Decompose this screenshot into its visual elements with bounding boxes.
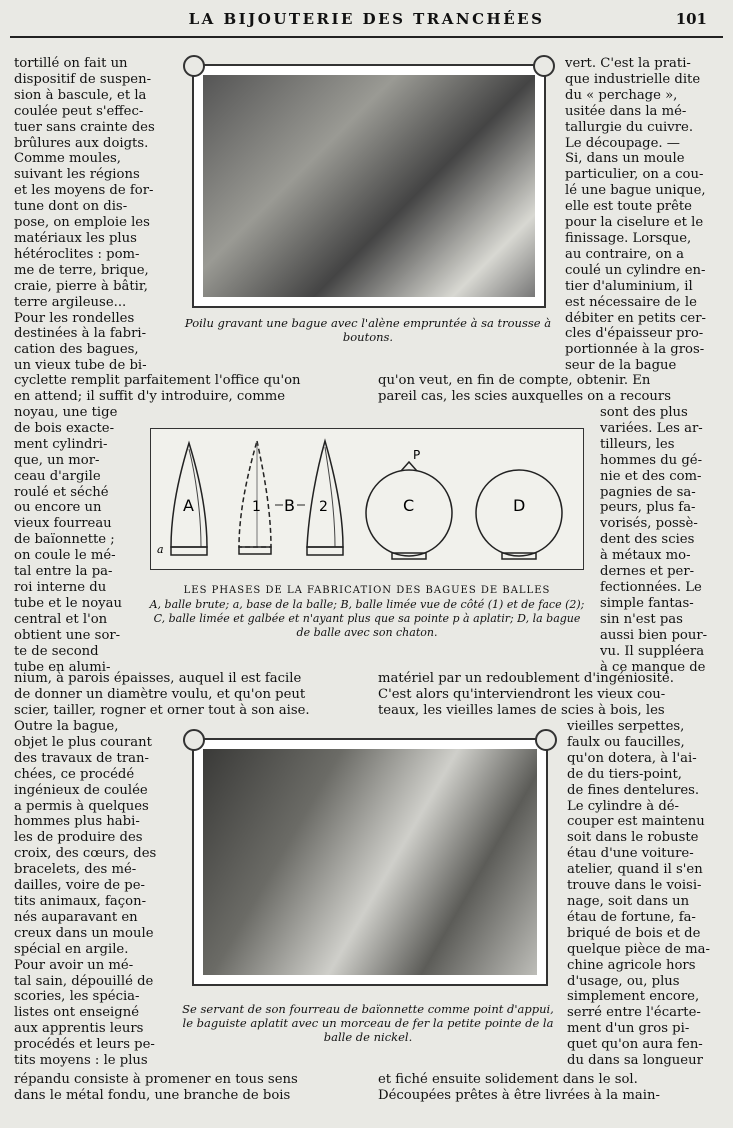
text-line: teaux, les vieilles lames de scies à bois, les — [378, 702, 665, 718]
text-line: briqué de bois et de — [567, 925, 701, 941]
text-column-mid-right — [600, 405, 721, 675]
text-line: ment d'un gros pi- — [567, 1021, 690, 1037]
text-line: étau d'une voiture- — [567, 846, 694, 862]
text-line: scories, les spécia- — [14, 989, 140, 1005]
text-line: tortillé on fait un — [14, 56, 128, 71]
diagram-title: LES PHASES DE LA FABRICATION DES BAGUES DE BALLES — [183, 585, 551, 596]
text-line: te de second — [14, 643, 99, 659]
text-line: nium, à parois épaisses, auquel il est facile — [14, 671, 302, 686]
diagram-drawing — [151, 429, 583, 569]
text-line: particulier, on a cou- — [565, 167, 704, 183]
text-line: Outre la bague, — [14, 719, 119, 734]
text-column-mid-left — [14, 405, 132, 675]
text-line: roi interne du — [14, 579, 107, 595]
text-line: nie et des com- — [600, 468, 702, 484]
diagram-label-C: C — [403, 496, 415, 515]
text-line: ment cylindri- — [14, 436, 108, 452]
text-line: Pour les rondelles — [14, 310, 135, 326]
text-line: cyclette remplit parfaitement l'office qu'on — [14, 373, 301, 388]
text-line: coulé un cylindre en- — [565, 262, 706, 278]
diagram-label-D: D — [513, 496, 526, 515]
text-line: me de terre, brique, — [14, 262, 149, 278]
text-foot-left — [14, 1072, 366, 1104]
text-line: à ce manque de — [600, 659, 706, 675]
text-line: variées. Les ar- — [600, 420, 703, 436]
text-line: tits animaux, façon- — [14, 893, 147, 909]
text-line: usitée dans la mé- — [565, 103, 687, 119]
text-line: au contraire, on a — [565, 246, 685, 262]
text-line: quelque pièce de ma- — [567, 941, 710, 957]
text-line: creux dans un moule — [14, 925, 154, 941]
text-line: chine agricole hors — [567, 957, 696, 973]
text-line: tuer sans crainte des — [14, 119, 155, 135]
photo-caption-1: Poilu gravant une bague avec l'alène empruntée à sa trousse à boutons. — [184, 316, 552, 344]
text-line: peurs, plus fa- — [600, 500, 696, 516]
text-line: répandu consiste à promener en tous sens — [14, 1072, 298, 1087]
text-line: tube en alumi- — [14, 659, 111, 675]
text-line: de fines dentelures. — [567, 782, 700, 798]
text-line: que, un mor- — [14, 452, 100, 468]
text-line: trouve dans le voisi- — [567, 878, 702, 894]
text-line: tallurgie du cuivre. — [565, 119, 694, 135]
text-line: pose, on emploie les — [14, 215, 150, 231]
text-line: Le cylindre à dé- — [567, 798, 680, 814]
text-line: cation des bagues, — [14, 342, 139, 358]
text-line: Pour avoir un mé- — [14, 957, 134, 973]
text-line: Si, dans un moule — [565, 151, 685, 167]
text-column-bottom-left — [14, 719, 169, 1069]
text-line: aussi bien pour- — [600, 627, 708, 643]
text-line: soit dans le robuste — [567, 830, 699, 846]
text-line: qu'on veut, en fin de compte, obtenir. En — [378, 373, 651, 388]
text-line: nés auparavant en — [14, 909, 138, 925]
text-line: destinées à la fabri- — [14, 326, 147, 342]
text-line: en attend; il suffit d'y introduire, comme — [14, 388, 286, 404]
page-number: 101 — [675, 10, 707, 28]
text-line: vu. Il suppléera — [600, 643, 705, 659]
text-column-top-right — [565, 56, 721, 374]
text-line: serré entre l'écarte- — [567, 1005, 701, 1021]
text-line: tier d'aluminium, il — [565, 278, 693, 294]
text-line: tune dont on dis- — [14, 199, 128, 215]
text-line: bracelets, des mé- — [14, 862, 137, 878]
photo-caption-2: Se servant de son fourreau de baïonnette comme point d'appui, le baguiste aplatit avec un morceau de fer la petite pointe de la balle de nickel. — [182, 1002, 554, 1044]
text-line: vieilles serpettes, — [567, 719, 685, 734]
running-title: LA BIJOUTERIE DES TRANCHÉES — [188, 10, 545, 28]
text-line: un vieux tube de bi- — [14, 358, 147, 374]
text-line: seur de la bague — [565, 358, 677, 374]
diagram-label-a: a — [157, 543, 164, 556]
text-line: tal entre la pa- — [14, 564, 113, 580]
text-line: procédés et leurs pe- — [14, 1037, 155, 1053]
text-line: nage, soit dans un — [567, 893, 690, 909]
text-line: ingénieux de coulée — [14, 782, 148, 798]
text-mid-left-full — [14, 373, 366, 405]
text-line: de donner un diamètre voulu, et qu'on peut — [14, 686, 306, 702]
diagram-caption — [148, 584, 586, 640]
text-line: matériaux les plus — [14, 230, 137, 246]
text-line: vert. C'est la prati- — [565, 56, 691, 71]
text-line: tal sain, dépouillé de — [14, 973, 154, 989]
text-lower-left-full — [14, 671, 366, 719]
text-line: spécial en argile. — [14, 941, 129, 957]
text-line: suivant les régions — [14, 167, 140, 183]
text-line: ceau d'argile — [14, 468, 101, 484]
text-line: pagnies de sa- — [600, 484, 696, 500]
text-line: d'usage, ou, plus — [567, 973, 680, 989]
text-line: vorisés, possè- — [600, 516, 698, 532]
text-line: simplement encore, — [567, 989, 700, 1005]
text-line: dispositif de suspen- — [14, 71, 152, 87]
text-line: finissage. Lorsque, — [565, 230, 692, 246]
text-line: de baïonnette ; — [14, 532, 115, 548]
text-line: dent des scies — [600, 532, 695, 548]
text-line: tits moyens : le plus — [14, 1053, 148, 1069]
text-line: C'est alors qu'interviendront les vieux cou- — [378, 686, 666, 702]
text-line: brûlures aux doigts. — [14, 135, 149, 151]
text-lower-right-full — [378, 671, 721, 719]
text-line: sion à bascule, et la — [14, 87, 147, 103]
text-column-top-left — [14, 56, 164, 374]
photo-soldier-engraving-ring — [203, 75, 535, 297]
text-line: atelier, quand il s'en — [567, 862, 703, 878]
diagram-label-1: 1 — [252, 499, 261, 515]
text-line: chées, ce procédé — [14, 766, 135, 782]
text-line: de bois exacte- — [14, 420, 115, 436]
text-line: elle est toute prête — [565, 199, 692, 215]
text-line: noyau, une tige — [14, 405, 118, 420]
text-line: central et l'on — [14, 611, 108, 627]
text-line: faulx ou faucilles, — [567, 734, 685, 750]
text-line: débiter en petits cer- — [565, 310, 706, 326]
photo-soldier-flattening-bullet — [203, 749, 537, 975]
diagram-label-A: A — [183, 496, 194, 515]
text-line: fectionnées. Le — [600, 579, 702, 595]
diagram-label-2: 2 — [319, 499, 328, 515]
text-line: cles d'épaisseur pro- — [565, 326, 704, 342]
text-line: tube et le noyau — [14, 595, 122, 611]
text-line: roulé et séché — [14, 484, 109, 500]
text-line: scier, tailler, rogner et orner tout à son aise. — [14, 702, 310, 718]
text-line: pour la ciselure et le — [565, 215, 704, 231]
text-line: est nécessaire de le — [565, 294, 697, 310]
text-line: les de produire des — [14, 830, 143, 846]
text-line: terre argileuse... — [14, 294, 127, 310]
text-line: du « perchage », — [565, 87, 678, 103]
text-line: Comme moules, — [14, 151, 121, 167]
text-line: objet le plus courant — [14, 734, 152, 750]
diagram-label-B: B — [284, 496, 295, 515]
photo-frame-2 — [192, 738, 548, 986]
text-line: couper est maintenu — [567, 814, 705, 830]
text-line: croix, des cœurs, des — [14, 846, 157, 862]
text-line: dernes et per- — [600, 564, 695, 580]
text-line: que industrielle dite — [565, 71, 701, 87]
text-line: Découpées prêtes à être livrées à la main- — [378, 1087, 660, 1103]
text-line: pareil cas, les scies auxquelles on a recours — [378, 388, 671, 404]
text-line: a permis à quelques — [14, 798, 149, 814]
text-line: des travaux de tran- — [14, 750, 149, 766]
text-line: ou encore un — [14, 500, 102, 516]
text-line: lé une bague unique, — [565, 183, 706, 199]
text-line: sin n'est pas — [600, 611, 683, 627]
text-line: hétéroclites : pom- — [14, 246, 140, 262]
text-line: sont des plus — [600, 405, 688, 420]
text-line: aux apprentis leurs — [14, 1021, 144, 1037]
text-line: quet qu'on aura fen- — [567, 1037, 703, 1053]
text-line: étau de fortune, fa- — [567, 909, 696, 925]
photo-frame-1 — [192, 64, 546, 308]
text-line: hommes plus habi- — [14, 814, 140, 830]
text-line: listes ont enseigné — [14, 1005, 140, 1021]
text-line: de du tiers-point, — [567, 766, 682, 782]
text-line: du dans sa longueur — [567, 1053, 703, 1069]
diagram-legend: A, balle brute; a, base de la balle; B, balle limée vue de côté (1) et de face (2); C, balle limée et galbée et n'ayant plus que sa pointe p à aplatir; D, la bague de balle avec son chaton. — [149, 598, 585, 639]
text-line: vieux fourreau — [14, 516, 112, 532]
text-line: coulée peut s'effec- — [14, 103, 144, 119]
text-line: simple fantas- — [600, 595, 694, 611]
text-line: craie, pierre à bâtir, — [14, 278, 148, 294]
text-line: Le découpage. — — [565, 135, 680, 151]
text-mid-right-full — [378, 373, 721, 405]
text-line: dailles, voire de pe- — [14, 878, 145, 894]
text-line: obtient une sor- — [14, 627, 121, 643]
text-line: à métaux mo- — [600, 548, 691, 564]
text-column-bottom-right — [567, 719, 721, 1069]
bullet-ring-diagram — [150, 428, 584, 570]
diagram-label-P: P — [413, 448, 421, 462]
text-line: et les moyens de for- — [14, 183, 154, 199]
header-rule — [10, 36, 723, 38]
text-line: on coule le mé- — [14, 548, 116, 564]
text-line: tilleurs, les — [600, 436, 675, 452]
text-foot-right — [378, 1072, 721, 1104]
text-line: dans le métal fondu, une branche de bois — [14, 1087, 291, 1103]
text-line: qu'on dotera, à l'ai- — [567, 750, 697, 766]
text-line: et fiché ensuite solidement dans le sol. — [378, 1072, 638, 1087]
text-line: hommes du gé- — [600, 452, 703, 468]
text-line: portionnée à la gros- — [565, 342, 705, 358]
text-line: matériel par un redoublement d'ingéniosité. — [378, 671, 674, 686]
